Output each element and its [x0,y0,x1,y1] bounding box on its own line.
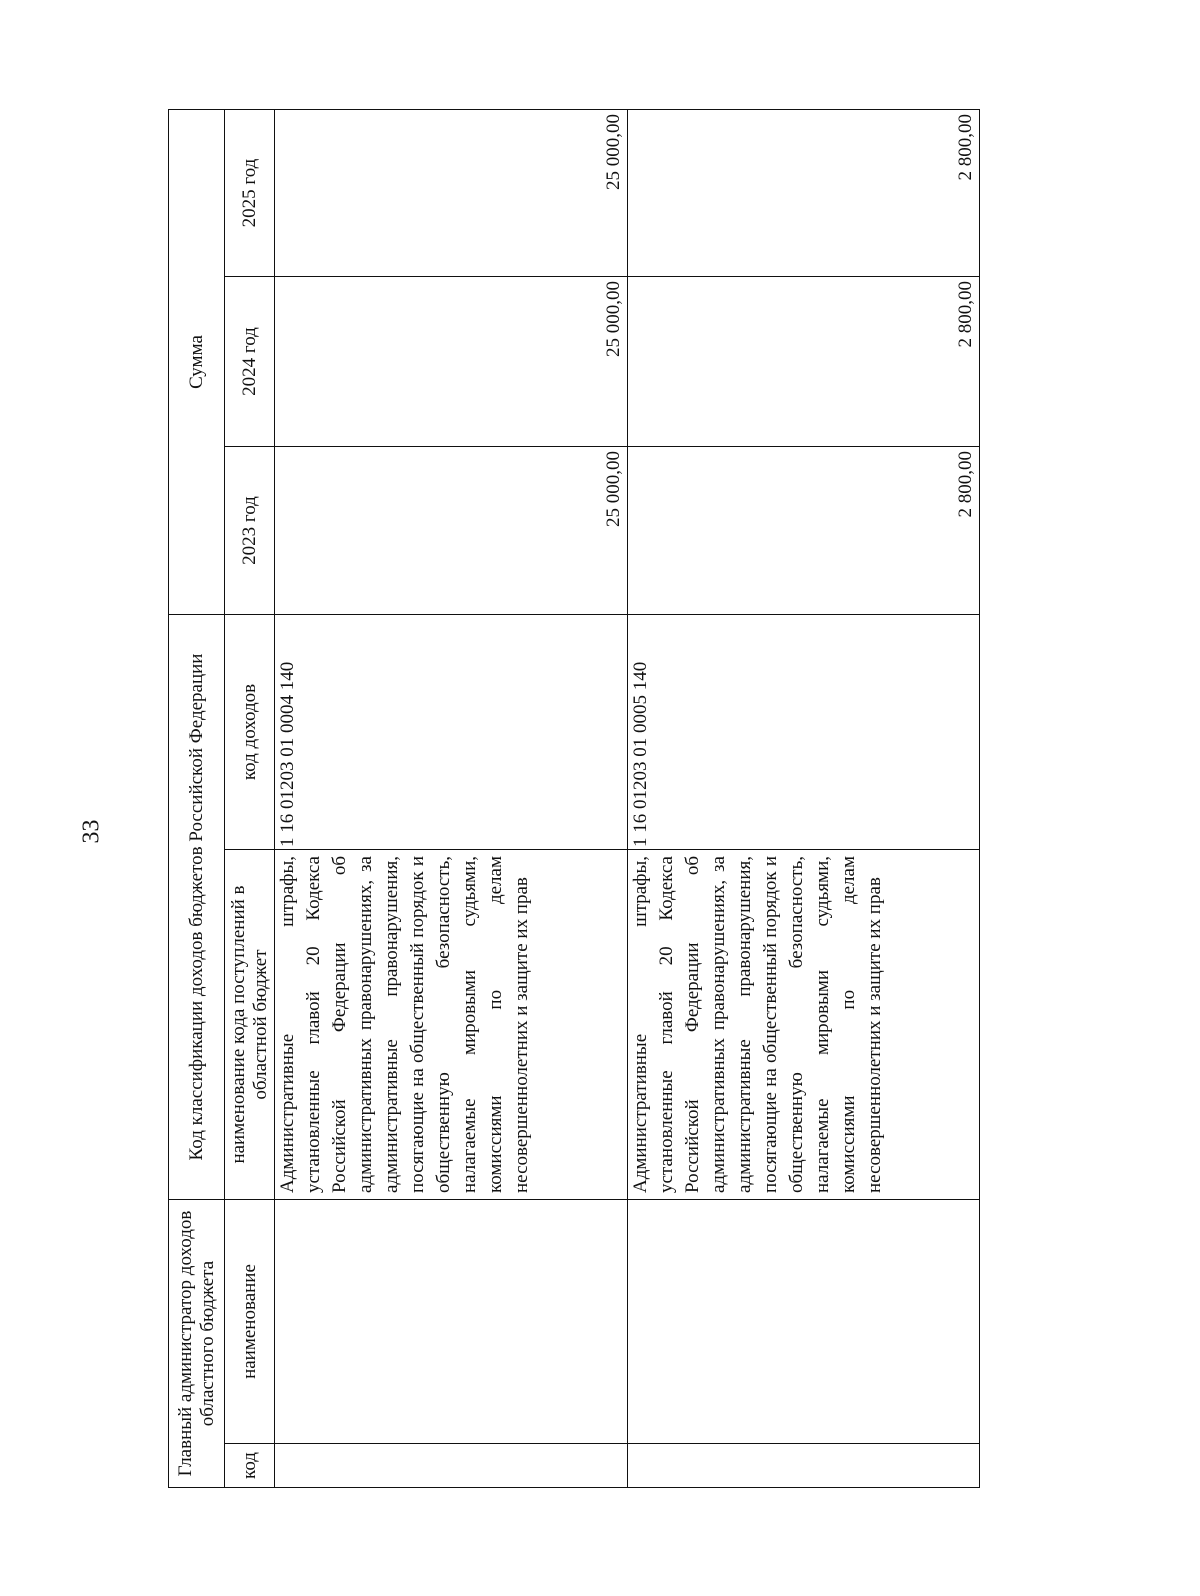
classification-group-header: Код классификации доходов бюджетов Российской Федерации [169,615,225,1200]
row-name [627,1200,980,1444]
header-row-groups [169,109,225,1487]
row-value-2025: 2 800,00 [627,109,980,276]
row-value-2024: 2 800,00 [627,277,980,447]
row-income-name: Административные штрафы, установленные главой 20 Кодекса Российской Федерации об административных правонарушениях, за административные правонарушения, посягающие на общественный порядок и общественную безопасность, налагаемые мировыми судьями, комиссиями по делам несовершеннолетних и защите их прав [275,850,628,1200]
col-name-header: наименование [225,1200,275,1444]
row-code [627,1444,980,1488]
row-income-name: Административные штрафы, установленные главой 20 Кодекса Российской Федерации об административных правонарушениях, за административные правонарушения, посягающие на общественный порядок и общественную безопасность, налагаемые мировыми судьями, комиссиями по делам несовершеннолетних и защите их прав [627,850,980,1200]
row-income-code: 1 16 01203 01 0005 140 [627,615,980,850]
row-value-2023: 2 800,00 [627,447,980,615]
table-row [627,109,980,1487]
header-row-columns [225,109,275,1487]
admin-group-header: Главный администратор доходов областного бюджета [169,1200,225,1488]
page-number: 33 [78,819,105,844]
row-value-2024: 25 000,00 [275,277,628,447]
row-value-2025: 25 000,00 [275,109,628,276]
col-income-code-header: код доходов [225,615,275,850]
col-2025-header: 2025 год [225,109,275,276]
row-name [275,1200,628,1444]
row-code [275,1444,628,1488]
row-income-code: 1 16 01203 01 0004 140 [275,615,628,850]
sum-group-header: Сумма [169,109,225,614]
table-row [275,109,628,1487]
rotated-table-container [168,110,980,1488]
col-2023-header: 2023 год [225,447,275,615]
income-table [168,109,980,1488]
col-2024-header: 2024 год [225,277,275,447]
row-value-2023: 25 000,00 [275,447,628,615]
col-income-name-header: наименование кода поступлений в областной бюджет [225,850,275,1200]
col-code-header: код [225,1444,275,1488]
